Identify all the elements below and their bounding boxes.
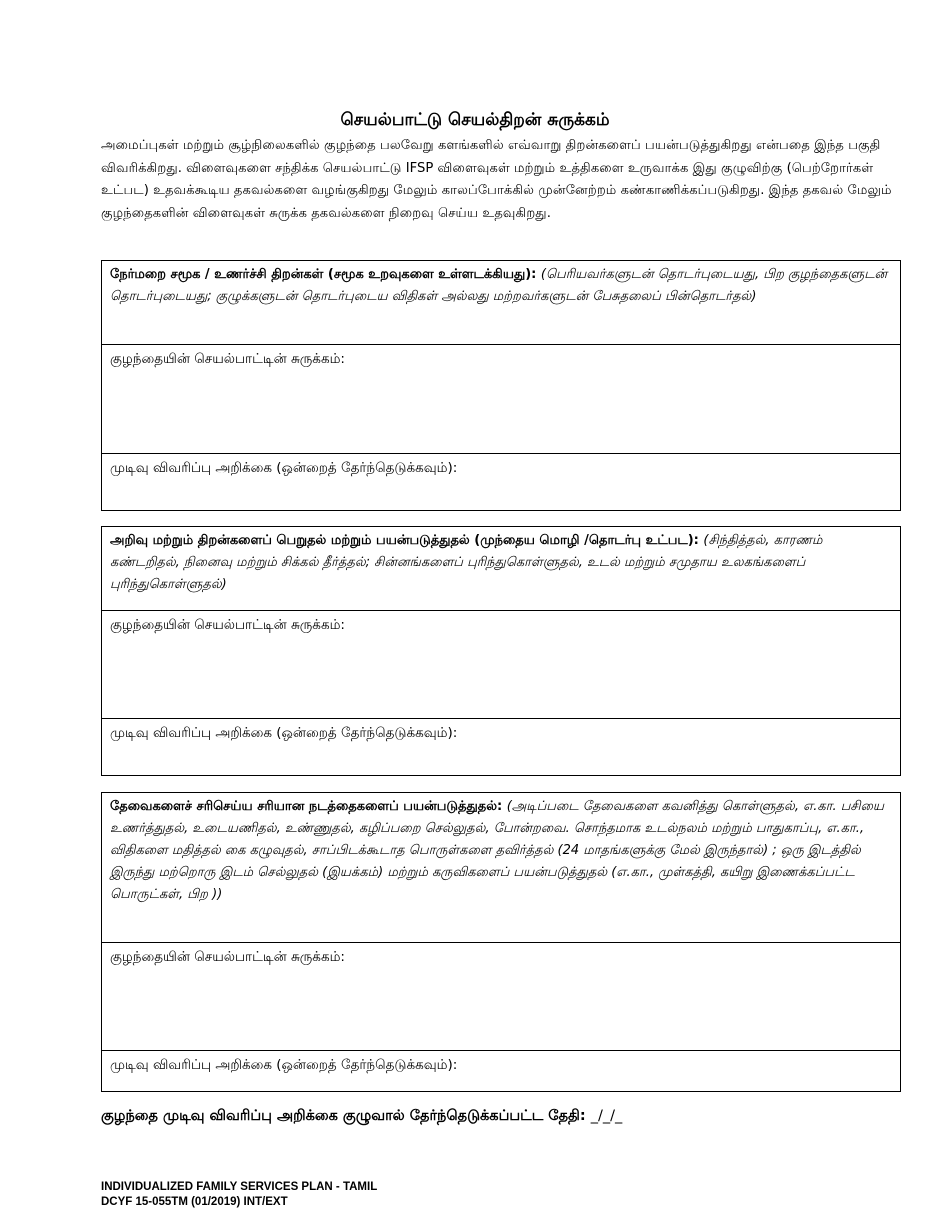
page-title: செயல்பாட்டு செயல்திறன் சுருக்கம் <box>340 110 610 130</box>
rating-label: முடிவு விவரிப்பு அறிக்கை (ஒன்றைத் தேர்ந்தெடுக்கவும்): <box>110 460 458 476</box>
summary-label: குழந்தையின் செயல்பாட்டின் சுருக்கம்: <box>110 351 345 367</box>
rating-field[interactable] <box>102 719 900 775</box>
summary-label: குழந்தையின் செயல்பாட்டின் சுருக்கம்: <box>110 617 345 633</box>
section-header <box>102 527 900 611</box>
section-knowledge-skills <box>101 526 901 776</box>
section-heading: தேவைகளைச் சரிசெய்ய சரியான நடத்தைகளைப் பயன்படுத்துதல்: <box>110 799 507 814</box>
intro-paragraph: அமைப்புகள் மற்றும் சூழ்நிலைகளில் குழந்தை பலவேறு களங்களில் எவ்வாறு திறன்களைப் பயன்படுத்துகிறது என்பதை இந்த பகுதி விவரிக்கிறது. விளைவுகளை சந்திக்க செயல்பாட்டு IFSP விளைவுகள் மற்றும் உத்திகளை உருவாக்க இது குழுவிற்கு (பெற்றோர்கள் உட்பட) உதவக்கூடிய தகவல்களை வழங்குகிறது மேலும் காலப்போக்கில் முன்னேற்றம் கண்காணிக்கப்படுகிறது. இந்த தகவல் மேலும் குழந்தைகளின் விளைவுகள் சுருக்க தகவல்களை நிறைவு செய்ய உதவுகிறது. <box>101 138 892 221</box>
summary-field[interactable] <box>102 943 900 1051</box>
section-description: (அடிப்படை தேவைகளை கவனித்து கொள்ளுதல், எ.கா. பசியை உணர்த்துதல், உடையணிதல், உண்ணுதல், கழிப்பறை செல்லுதல், போன்றவை. சொந்தமாக உடல்நலம் மற்றும் பாதுகாப்பு, எ.கா., விதிகளை மதித்தல் கை கழுவுதல், சாப்பிடக்கூடாத பொருள்களை தவிர்த்தல் (24 மாதங்களுக்கு மேல் இருந்தால்) ; ஒரு இடத்தில் இருந்து மற்றொரு இடம் செல்லுதல் (இயக்கம்) மற்றும் கருவிகளைப் பயன்படுத்துதல் (எ.கா., முள்கத்தி, கயிறு இணைக்கப்பட்ட பொருட்கள், பிற )) <box>110 799 885 902</box>
section-header <box>102 261 900 345</box>
form-name: INDIVIDUALIZED FAMILY SERVICES PLAN - TAMIL <box>101 1181 378 1193</box>
summary-field[interactable] <box>102 611 900 719</box>
section-description: (சிந்தித்தல், காரணம் கண்டறிதல், நினைவு மற்றும் சிக்கல் தீர்த்தல்; சின்னங்களைப் புரிந்துகொள்ளுதல், உடல் மற்றும் சமுதாய உலகங்களைப் புரிந்துகொள்ளுதல்) <box>110 533 823 592</box>
selection-date-line <box>101 1108 921 1126</box>
rating-label: முடிவு விவரிப்பு அறிக்கை (ஒன்றைத் தேர்ந்தெடுக்கவும்): <box>110 1057 458 1073</box>
summary-label: குழந்தையின் செயல்பாட்டின் சுருக்கம்: <box>110 949 345 965</box>
section-social-emotional <box>101 260 901 511</box>
form-footer <box>101 1180 377 1210</box>
rating-field[interactable] <box>102 454 900 510</box>
summary-field[interactable] <box>102 345 900 454</box>
selection-date-label: குழந்தை முடிவு விவரிப்பு அறிக்கை குழுவால் தேர்ந்தெடுக்கப்பட்ட தேதி: <box>101 1108 586 1124</box>
section-appropriate-behaviors <box>101 792 901 1092</box>
section-header <box>102 793 900 943</box>
rating-field[interactable] <box>102 1051 900 1091</box>
selection-date-field[interactable]: _/_/_ <box>590 1108 623 1124</box>
section-description: (பெரியவர்களுடன் தொடர்புடையது, பிற குழந்தைகளுடன் தொடர்புடையது; குழுக்களுடன் தொடர்புடைய விதிகள் அல்லது மற்றவர்களுடன் பேசுதலைப் பின்தொடர்தல்) <box>110 267 888 304</box>
section-heading: அறிவு மற்றும் திறன்களைப் பெறுதல் மற்றும் பயன்படுத்துதல் (முந்தைய மொழி /தொடர்பு உட்பட): <box>110 533 704 548</box>
section-heading: நேர்மறை சமூக / உணர்ச்சி திறன்கள் (சமூக உறவுகளை உள்ளடக்கியது): <box>110 267 541 282</box>
form-code: DCYF 15-055TM (01/2019) INT/EXT <box>101 1196 288 1208</box>
rating-label: முடிவு விவரிப்பு அறிக்கை (ஒன்றைத் தேர்ந்தெடுக்கவும்): <box>110 725 458 741</box>
